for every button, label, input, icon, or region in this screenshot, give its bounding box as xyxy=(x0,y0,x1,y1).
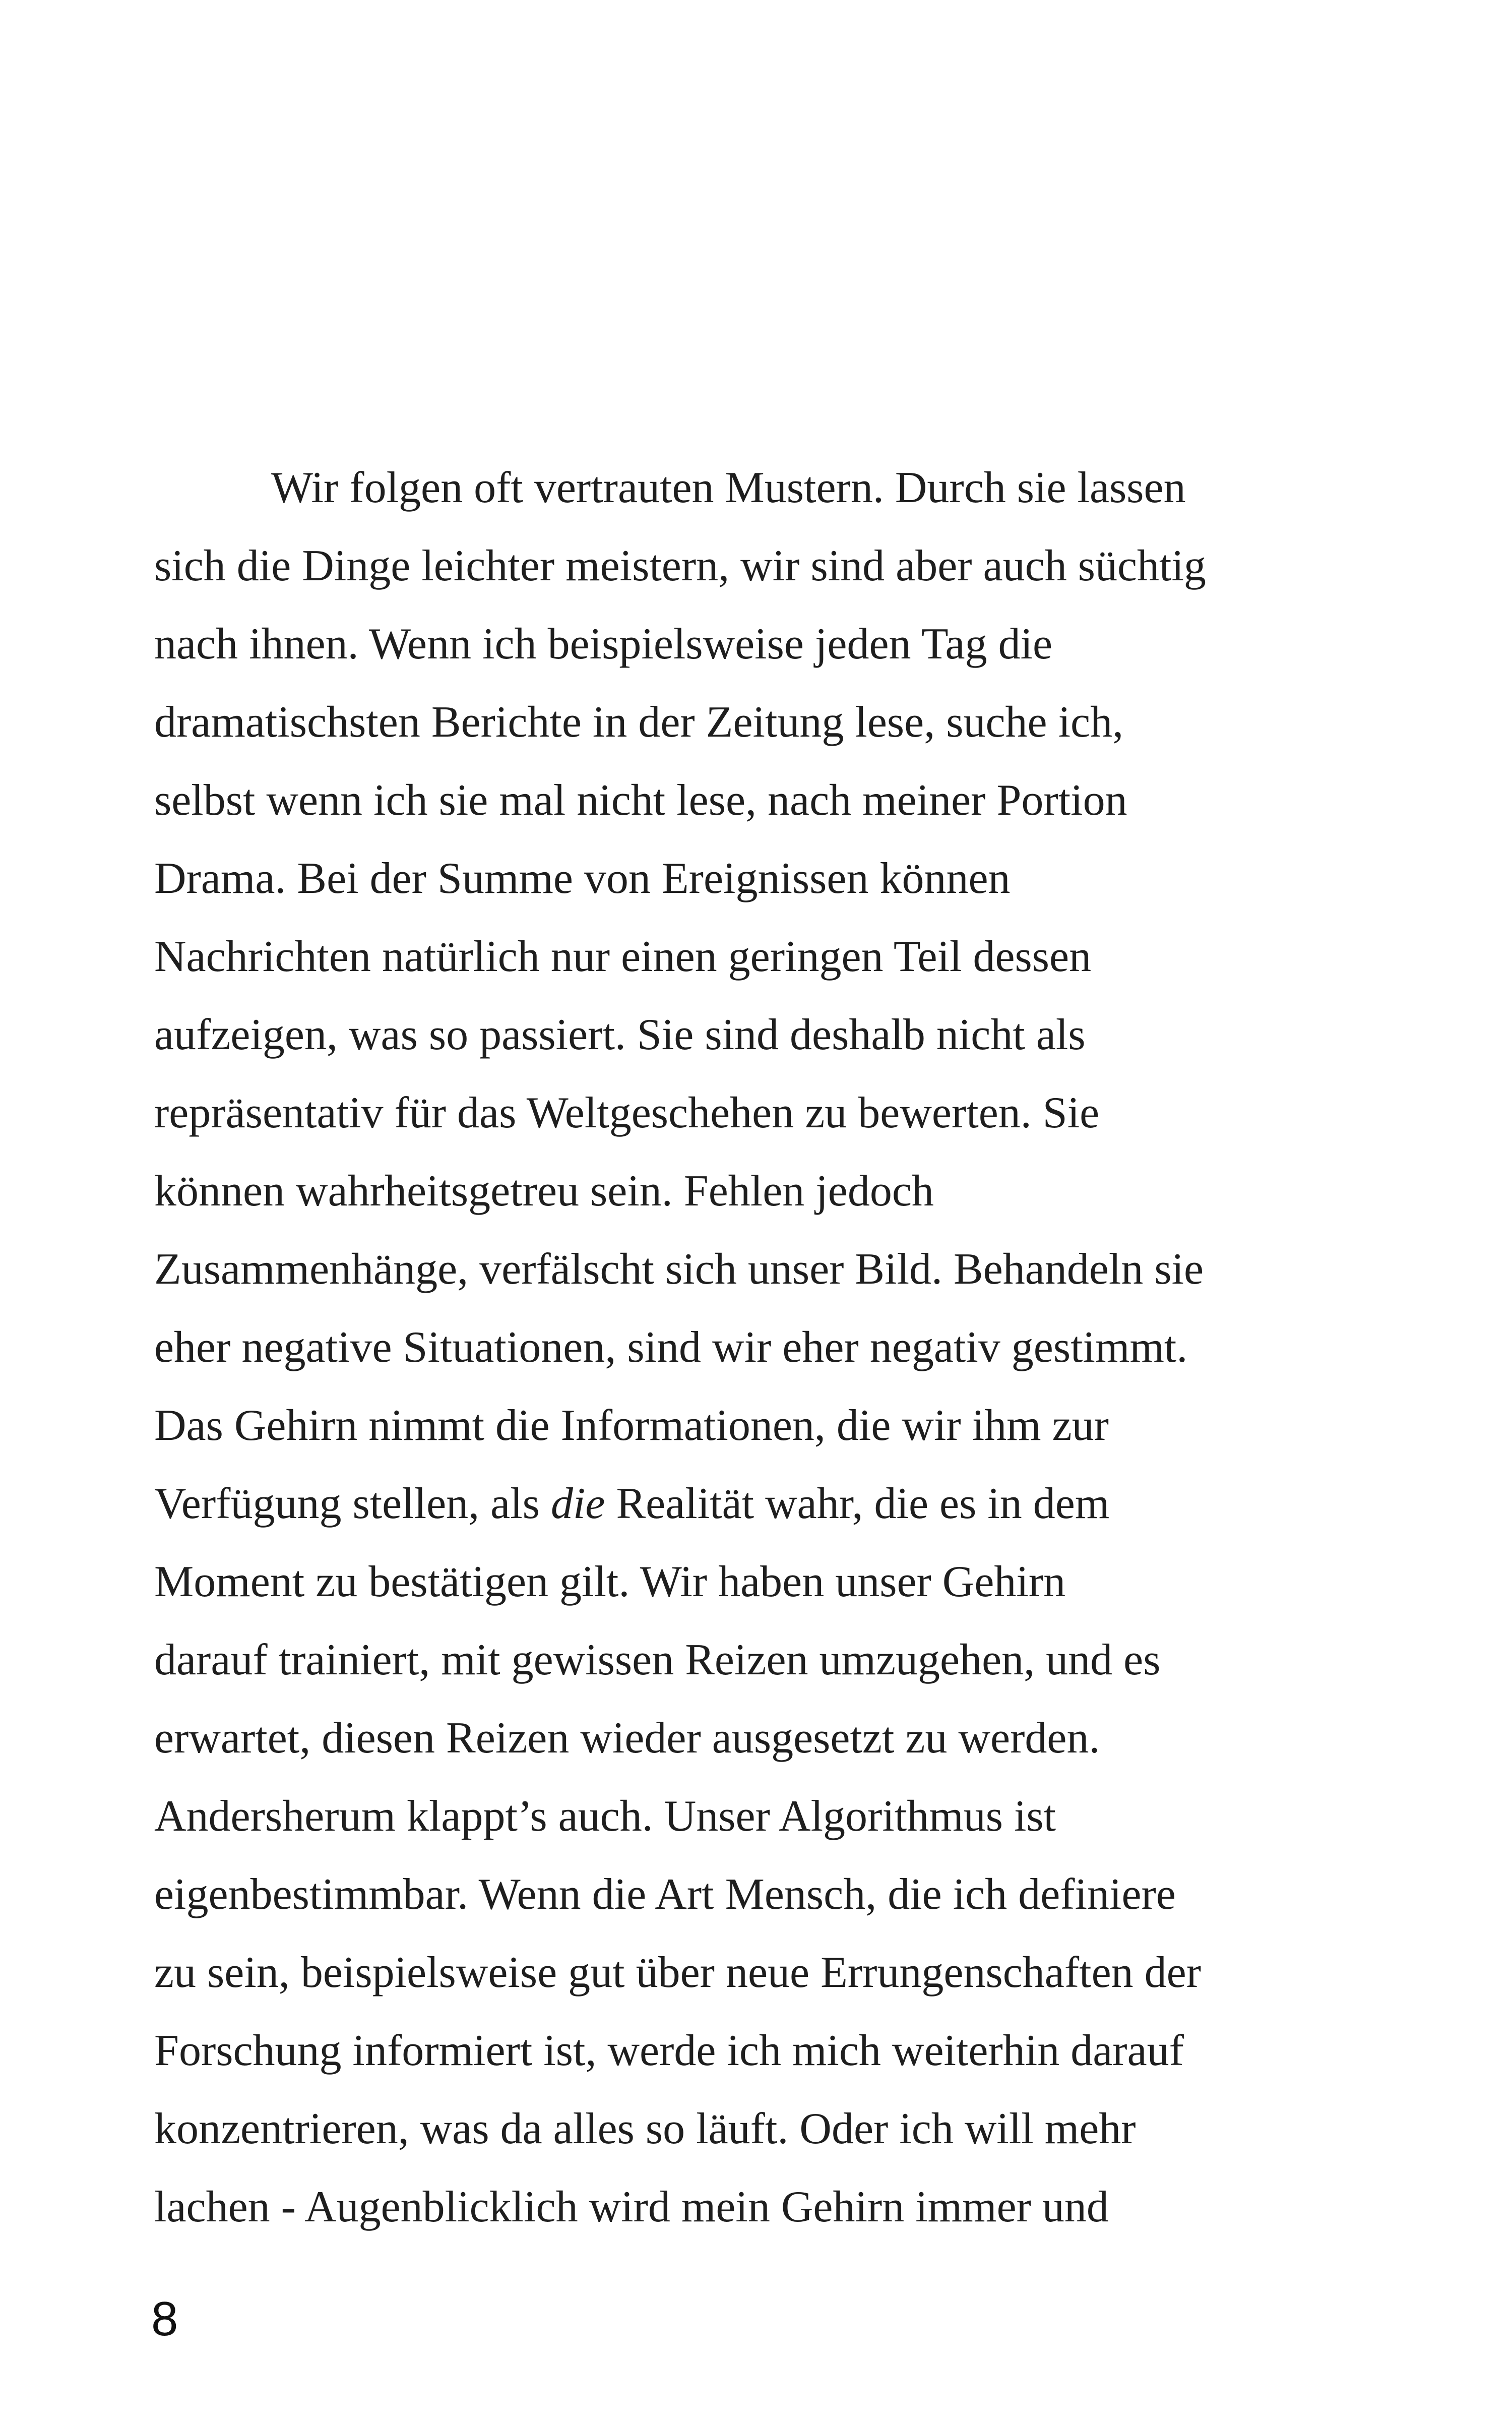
text-line: Nachrichten natürlich nur einen geringen Teil dessen xyxy=(154,932,1092,981)
text-line: dramatischsten Berichte in der Zeitung lese, suche ich, xyxy=(154,698,1124,747)
text-line: Moment zu bestätigen gilt. Wir haben unser Gehirn xyxy=(154,1557,1066,1606)
text-line: erwartet, diesen Reizen wieder ausgesetzt zu werden. xyxy=(154,1714,1100,1763)
text-line: zu sein, beispielsweise gut über neue Errungenschaften der xyxy=(154,1948,1202,1997)
text-line: Zusammenhänge, verfälscht sich unser Bild. Behandeln sie xyxy=(154,1245,1204,1294)
text-line: nach ihnen. Wenn ich beispielsweise jeden Tag die xyxy=(154,620,1053,669)
text-line: lachen - Augenblicklich wird mein Gehirn immer und xyxy=(154,2183,1109,2231)
emphasized-word: die xyxy=(550,1479,605,1528)
text-line: Das Gehirn nimmt die Informationen, die wir ihm zur xyxy=(154,1401,1109,1450)
text-line: Drama. Bei der Summe von Ereignissen können xyxy=(154,854,1011,903)
text-line: aufzeigen, was so passiert. Sie sind deshalb nicht als xyxy=(154,1010,1086,1059)
text-line: eher negative Situationen, sind wir eher negativ gestimmt. xyxy=(154,1323,1188,1372)
text-line: Wir folgen oft vertrauten Mustern. Durch sie lassen xyxy=(271,463,1186,512)
text-line: können wahrheitsgetreu sein. Fehlen jedoch xyxy=(154,1167,934,1216)
body-paragraph xyxy=(154,463,1313,2260)
text-line: selbst wenn ich sie mal nicht lese, nach meiner Portion xyxy=(154,776,1127,825)
line-text-before: Verfügung stellen, als xyxy=(154,1479,551,1528)
text-line: repräsentativ für das Weltgeschehen zu bewerten. Sie xyxy=(154,1088,1100,1137)
text-line: Andersherum klappt’s auch. Unser Algorithmus ist xyxy=(154,1792,1056,1841)
text-line: Forschung informiert ist, werde ich mich weiterhin darauf xyxy=(154,2026,1184,2075)
text-line: sich die Dinge leichter meistern, wir sind aber auch süchtig xyxy=(154,541,1206,590)
text-line: konzentrieren, was da alles so läuft. Oder ich will mehr xyxy=(154,2104,1136,2153)
line-text-after: Realität wahr, die es in dem xyxy=(605,1479,1110,1528)
text-line: eigenbestimmbar. Wenn die Art Mensch, die ich definiere xyxy=(154,1870,1176,1919)
page-number: 8 xyxy=(151,2292,178,2346)
text-line: darauf trainiert, mit gewissen Reizen umzugehen, und es xyxy=(154,1636,1161,1684)
text-line-with-emphasis xyxy=(154,1479,1313,1557)
